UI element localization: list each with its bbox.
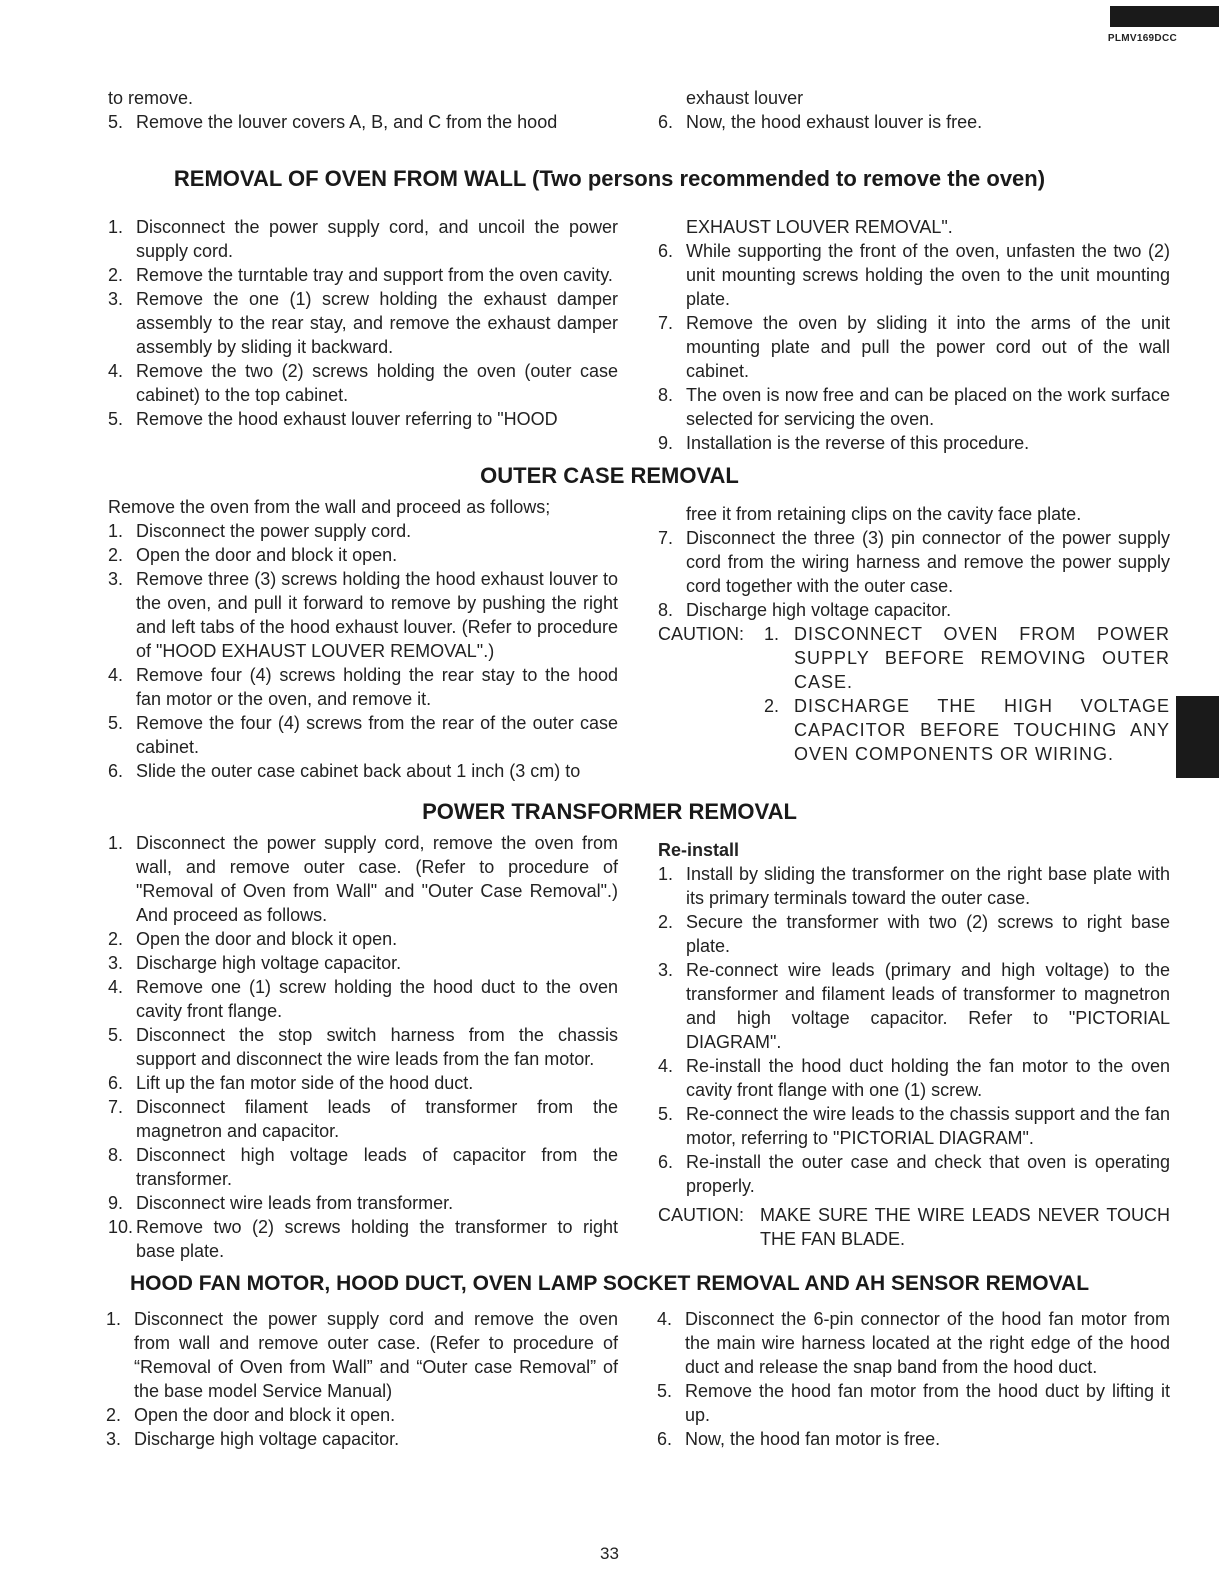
top-left-column	[108, 86, 618, 134]
list-item: 2. Open the door and block it open.	[106, 1405, 396, 1425]
list-item: 5. Remove the hood fan motor from the hood duct by lifting it up.	[657, 1381, 1170, 1425]
list-item: 5. Disconnect the stop switch harness from the chassis support and disconnect the wire leads from the fan motor.	[108, 1025, 618, 1069]
section1-left-column	[108, 215, 618, 431]
page-number: 33	[600, 1544, 619, 1563]
list-item: 1. Disconnect the power supply cord.	[108, 521, 412, 541]
section3-left-column	[108, 831, 618, 1263]
list-item: 4. Remove four (4) screws holding the rear stay to the hood fan motor or the oven, and remove it.	[108, 665, 618, 709]
section4-left-column	[106, 1307, 618, 1451]
caution-note: CAUTION: 1. DISCONNECT OVEN FROM POWER SUPPLY BEFORE REMOVING OUTER CASE.	[658, 624, 1170, 692]
list-item: EXHAUST LOUVER REMOVAL".	[686, 217, 953, 237]
list-item: 7. Remove the oven by sliding it into the arms of the unit mounting plate and pull the power cord out of the wall cabinet.	[658, 313, 1170, 381]
caution-note: CAUTION: MAKE SURE THE WIRE LEADS NEVER TOUCH THE FAN BLADE.	[658, 1205, 1170, 1249]
caution-note: 2. DISCHARGE THE HIGH VOLTAGE CAPACITOR BEFORE TOUCHING ANY OVEN COMPONENTS OR WIRING.	[764, 696, 1170, 764]
list-item: 6. Slide the outer case cabinet back about 1 inch (3 cm) to	[108, 761, 581, 781]
list-item: 1. Disconnect the power supply cord, and uncoil the power supply cord.	[108, 217, 618, 261]
list-item: 6. Re-install the outer case and check that oven is operating properly.	[658, 1152, 1170, 1196]
list-item: 4. Disconnect the 6-pin connector of the hood fan motor from the main wire harness located at the right edge of the hood duct and release the snap band from the hood duct.	[657, 1309, 1170, 1377]
list-item: 3. Discharge high voltage capacitor.	[108, 953, 402, 973]
reinstall-subheading: Re-install	[658, 840, 740, 860]
list-item: 2. Remove the turntable tray and support from the oven cavity.	[108, 265, 613, 285]
list-item: 6. While supporting the front of the oven, unfasten the two (2) unit mounting screws holding the oven to the unit mounting plate.	[658, 241, 1170, 309]
list-item: 6. Now, the hood fan motor is free.	[657, 1429, 941, 1449]
list-item: 1. Disconnect the power supply cord, remove the oven from wall, and remove outer case. (Refer to procedure of "Removal of Oven from Wall" and "Outer Case Removal".) And proceed as follows.	[108, 833, 618, 925]
list-item: 5. Re-connect the wire leads to the chassis support and the fan motor, referring to "PICTORIAL DIAGRAM".	[658, 1104, 1170, 1148]
list-item: 3. Remove the one (1) screw holding the exhaust damper assembly to the rear stay, and remove the exhaust damper assembly by sliding it backward.	[108, 289, 618, 357]
header-tab-marker	[1110, 6, 1219, 27]
list-item: 8. The oven is now free and can be placed on the work surface selected for servicing the oven.	[658, 385, 1170, 429]
list-item: 3. Remove three (3) screws holding the hood exhaust louver to the oven, and pull it forward to remove by pushing the right and left tabs of the hood exhaust louver. (Refer to procedure of "HOOD EXHAUST LOUVER REMOVAL".)	[108, 569, 618, 661]
list-item: 7. Disconnect filament leads of transformer from the magnetron and capacitor.	[108, 1097, 618, 1141]
top-right-column	[658, 86, 1170, 134]
section2-left-column	[108, 495, 618, 783]
list-item: 5. Remove the four (4) screws from the rear of the outer case cabinet.	[108, 713, 618, 757]
section-intro: Remove the oven from the wall and proceed as follows;	[108, 497, 551, 517]
list-item: 9. Disconnect wire leads from transformer.	[108, 1193, 454, 1213]
list-item: to remove.	[108, 88, 194, 108]
model-number: PLMV169DCC	[1107, 33, 1177, 44]
list-item: 6. Lift up the fan motor side of the hood duct.	[108, 1073, 474, 1093]
list-item: 2. Open the door and block it open.	[108, 929, 398, 949]
list-item: 8. Discharge high voltage capacitor.	[658, 600, 952, 620]
list-item: 8. Disconnect high voltage leads of capacitor from the transformer.	[108, 1145, 618, 1189]
list-item: 2. Secure the transformer with two (2) screws to right base plate.	[658, 912, 1170, 956]
list-item: 1. Disconnect the power supply cord and remove the oven from wall and remove outer case. (Refer to procedure of “Removal of Oven from Wall” and “Outer case Removal” of the base model Service Manual)	[106, 1309, 618, 1401]
list-item: 5. Remove the hood exhaust louver referring to "HOOD	[108, 409, 558, 429]
section3-right-column	[658, 838, 1170, 1251]
list-item: 3. Discharge high voltage capacitor.	[106, 1429, 400, 1449]
list-item: exhaust louver	[686, 88, 804, 108]
list-item: 10. Remove two (2) screws holding the transformer to right base plate.	[108, 1217, 618, 1261]
list-item: 6. Now, the hood exhaust louver is free.	[658, 112, 983, 132]
section-title-outer-case: OUTER CASE REMOVAL	[480, 463, 739, 488]
section4-right-column	[657, 1307, 1170, 1451]
list-item: 4. Remove one (1) screw holding the hood duct to the oven cavity front flange.	[108, 977, 618, 1021]
list-item: 7. Disconnect the three (3) pin connector of the power supply cord from the wiring harness and remove the power supply cord together with the outer case.	[658, 528, 1170, 596]
section1-right-column	[658, 215, 1170, 455]
section2-right-column	[658, 502, 1170, 766]
list-item: 1. Install by sliding the transformer on the right base plate with its primary terminals toward the outer case.	[658, 864, 1170, 908]
list-item: 5. Remove the louver covers A, B, and C from the hood	[108, 112, 558, 132]
section-title-power-transformer: POWER TRANSFORMER REMOVAL	[422, 799, 797, 824]
list-item: 3. Re-connect wire leads (primary and high voltage) to the transformer and filament leads of transformer to magnetron and high voltage capacitor. Refer to "PICTORIAL DIAGRAM".	[658, 960, 1170, 1052]
list-item: free it from retaining clips on the cavity face plate.	[686, 504, 1082, 524]
list-item: 4. Remove the two (2) screws holding the oven (outer case cabinet) to the top cabinet.	[108, 361, 618, 405]
list-item: 4. Re-install the hood duct holding the fan motor to the oven cavity front flange with one (1) screw.	[658, 1056, 1170, 1100]
list-item: 2. Open the door and block it open.	[108, 545, 398, 565]
section-title-removal-from-wall: REMOVAL OF OVEN FROM WALL (Two persons recommended to remove the oven)	[173, 166, 1046, 191]
side-tab-marker	[1176, 696, 1219, 778]
section-title-hood-fan-motor: HOOD FAN MOTOR, HOOD DUCT, OVEN LAMP SOCKET REMOVAL AND AH SENSOR REMOVAL	[129, 1272, 1090, 1295]
list-item: 9. Installation is the reverse of this procedure.	[658, 433, 1030, 453]
